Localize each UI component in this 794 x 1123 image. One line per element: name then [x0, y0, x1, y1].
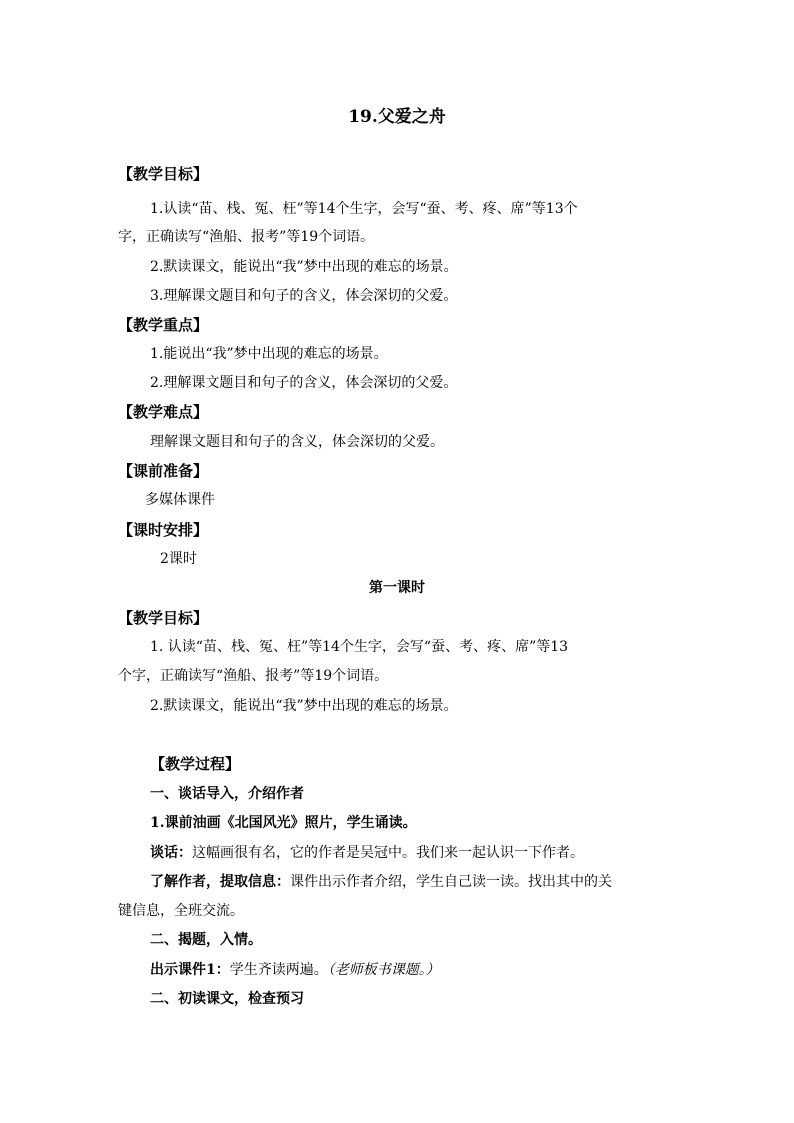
lesson1-goals-item-1-line-2: 个字，正确读写“渔船、报考”等19个词语。 [118, 668, 389, 684]
process-step-3-heading: 二、初读课文，检查预习 [150, 991, 304, 1007]
document-title: 19.父爱之舟 [348, 107, 446, 127]
process-step-1-sub: 1.课前油画《北国风光》照片，学生诵读。 [150, 815, 417, 831]
learn-line-2: 键信息，全班交流。 [118, 903, 244, 919]
schedule-heading: 【课时安排】 [118, 521, 209, 539]
goals-item-1-line-1: 1.认读“苗、栈、冤、枉”等14个生字，会写“蚕、考、疼、席”等13个 [150, 201, 578, 217]
goals-item-2: 2.默读课文，能说出“我”梦中出现的难忘的场景。 [150, 259, 458, 275]
lesson1-title: 第一课时 [369, 580, 425, 596]
show-paragraph [150, 960, 440, 980]
difficulty-heading: 【教学难点】 [118, 403, 209, 421]
process-step-2-heading: 二、揭题，入情。 [150, 932, 262, 948]
learn-paragraph [150, 872, 612, 892]
schedule-text: 2课时 [160, 551, 197, 567]
difficulty-text: 理解课文题目和句子的含义，体会深切的父爱。 [150, 434, 444, 450]
show-label: 出示课件1： [150, 962, 230, 978]
goals-heading: 【教学目标】 [118, 165, 209, 183]
talk-label: 谈话： [150, 845, 192, 861]
goals-item-3: 3.理解课文题目和句子的含义，体会深切的父爱。 [150, 288, 458, 304]
show-text: 学生齐读两遍。 [229, 962, 328, 978]
focus-item-1: 1.能说出“我”梦中出现的难忘的场景。 [150, 346, 388, 362]
learn-text: 课件出示作者介绍，学生自己读一读。找出其中的关 [290, 874, 612, 890]
lesson1-goals-item-1-line-1: 1. 认读“苗、栈、冤、枉”等14个生字，会写“蚕、考、疼、席”等13 [150, 639, 569, 655]
prep-heading: 【课前准备】 [118, 462, 209, 480]
goals-item-1-line-2: 字，正确读写“渔船、报考”等19个词语。 [118, 229, 375, 245]
process-step-1-heading: 一、谈话导入，介绍作者 [150, 786, 304, 802]
learn-label: 了解作者，提取信息： [150, 874, 290, 890]
talk-paragraph [150, 843, 584, 863]
focus-item-2: 2.理解课文题目和句子的含义，体会深切的父爱。 [150, 375, 458, 391]
show-note: （老师板书课题。） [327, 962, 440, 978]
talk-text: 这幅画很有名，它的作者是吴冠中。我们来一起认识一下作者。 [192, 845, 584, 861]
focus-heading: 【教学重点】 [118, 316, 209, 334]
prep-text: 多媒体课件 [145, 492, 215, 508]
lesson1-goals-item-2: 2.默读课文，能说出“我”梦中出现的难忘的场景。 [150, 698, 458, 714]
process-heading: 【教学过程】 [150, 755, 241, 773]
lesson1-goals-heading: 【教学目标】 [118, 609, 209, 627]
